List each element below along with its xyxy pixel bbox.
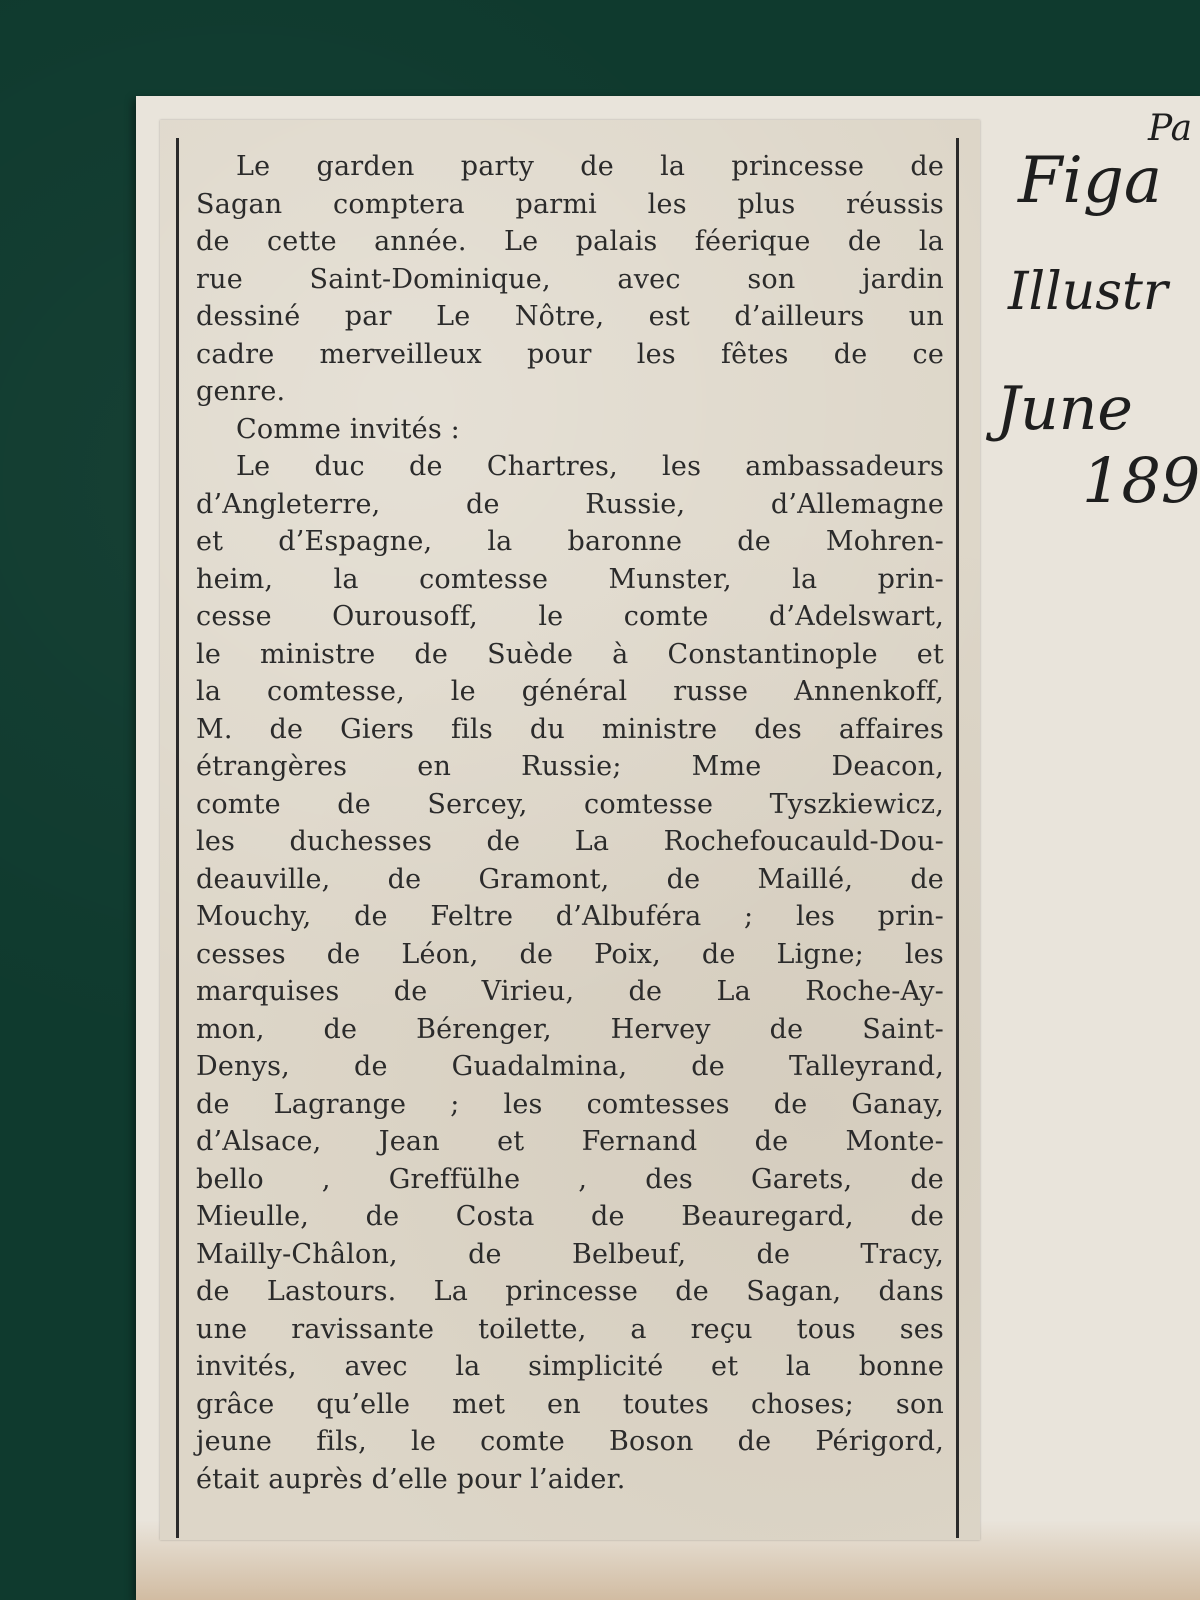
article-line: Mailly-Châlon, de Belbeuf, de Tracy,	[196, 1238, 944, 1270]
article-line: une ravissante toilette, a reçu tous ses	[196, 1313, 944, 1345]
article-line: Le garden party de la princesse de	[236, 151, 944, 182]
article-line: la comtesse, le général russe Annenkoff,	[196, 676, 944, 707]
article-line: deauville, de Gramont, de Maillé, de	[196, 863, 944, 895]
article-line: Denys, de Guadalmina, de Talleyrand,	[196, 1051, 944, 1082]
article-line: Mieulle, de Costa de Beauregard, de	[196, 1201, 944, 1232]
article-line: Comme invités :	[236, 413, 460, 445]
column-rule-right	[956, 138, 959, 1538]
article-line: était auprès d’elle pour l’aider.	[196, 1463, 626, 1495]
article-line: grâce qu’elle met en toutes choses; son	[196, 1388, 944, 1420]
article-line: cesse Ourousoff, le comte d’Adelswart,	[196, 601, 944, 632]
column-rule-left	[176, 138, 179, 1538]
handwriting-fragment: Pa	[1148, 108, 1193, 149]
article-line: de Lagrange ; les comtesses de Ganay,	[196, 1088, 944, 1120]
article-line: étrangères en Russie; Mme Deacon,	[196, 751, 944, 782]
handwriting-line-4: 189	[1082, 444, 1200, 517]
article-line: heim, la comtesse Munster, la prin-	[196, 563, 944, 595]
handwriting-line-1: Figa	[1018, 144, 1162, 218]
article-line: Le duc de Chartres, les ambassadeurs	[236, 451, 944, 482]
article-line: et d’Espagne, la baronne de Mohren-	[196, 526, 944, 557]
article-line: M. de Giers fils du ministre des affaires	[196, 713, 944, 745]
article-line: bello , Greffülhe , des Garets, de	[196, 1163, 944, 1195]
article-text	[196, 148, 944, 1498]
article-line: de cette année. Le palais féerique de la	[196, 226, 944, 257]
article-line: comte de Sercey, comtesse Tyszkiewicz,	[196, 788, 944, 820]
article-line: cesses de Léon, de Poix, de Ligne; les	[196, 938, 944, 970]
handwriting-line-2: Illustr	[1008, 262, 1168, 322]
article-line: dessiné par Le Nôtre, est d’ailleurs un	[196, 301, 944, 332]
article-line: invités, avec la simplicité et la bonne	[196, 1351, 944, 1382]
handwriting-line-3: June	[996, 374, 1133, 444]
article-line: Sagan comptera parmi les plus réussis	[196, 188, 944, 220]
article-line: rue Saint-Dominique, avec son jardin	[196, 263, 944, 295]
article-line: marquises de Virieu, de La Roche-Ay-	[196, 976, 944, 1007]
article-line: le ministre de Suède à Constantinople et	[196, 638, 944, 670]
article-line: d’Angleterre, de Russie, d’Allemagne	[196, 488, 944, 520]
article-line: Mouchy, de Feltre d’Albuféra ; les prin-	[196, 901, 944, 932]
article-line: de Lastours. La princesse de Sagan, dans	[196, 1276, 944, 1307]
article-line: jeune fils, le comte Boson de Périgord,	[196, 1426, 944, 1457]
article-line: mon, de Bérenger, Hervey de Saint-	[196, 1013, 944, 1045]
article-line: les duchesses de La Rochefoucauld-Dou-	[196, 826, 944, 857]
article-line: cadre merveilleux pour les fêtes de ce	[196, 338, 944, 370]
article-line: genre.	[196, 376, 286, 407]
article-line: d’Alsace, Jean et Fernand de Monte-	[196, 1126, 944, 1157]
handwritten-annotation	[990, 104, 1200, 574]
